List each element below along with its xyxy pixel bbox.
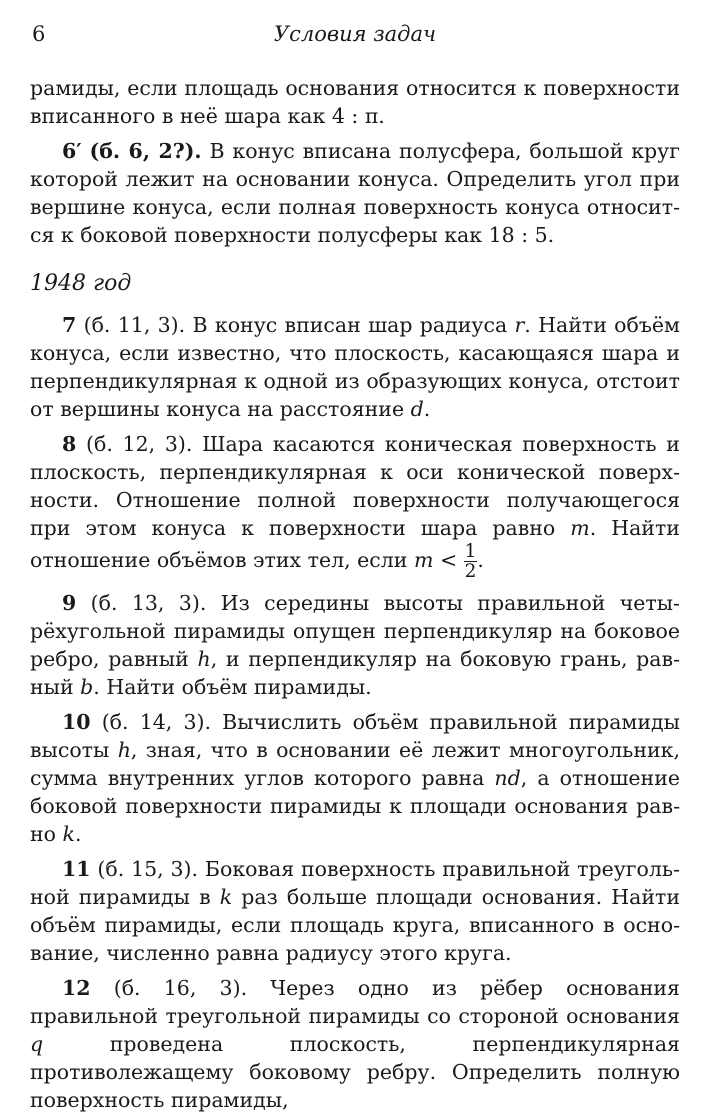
problem-9 <box>30 589 680 701</box>
math-variable: d <box>410 397 424 421</box>
page-body <box>30 74 680 1114</box>
problem-number: 11 <box>62 856 91 881</box>
problem-source: (б. 6, 2?). <box>89 139 202 163</box>
math-variable: m <box>413 548 434 573</box>
fraction-denominator: 2 <box>464 561 477 583</box>
problem-source: (б. 16, 3). <box>113 975 248 1000</box>
problem-number: 8 <box>62 432 77 456</box>
problem-11 <box>30 855 680 967</box>
math-variable: r <box>514 313 525 337</box>
problem-7 <box>30 311 680 423</box>
page-header <box>30 22 680 52</box>
problem-12 <box>30 974 680 1114</box>
problem-text: Шара касаются коническая поверхность и плоскость, перпендикулярная к оси конической поверхности. Отношение полной поверхности получающегося при этом конуса к поверхности шара равно <box>30 432 680 540</box>
math-variable: k <box>219 884 233 909</box>
math-variable: h <box>197 646 211 671</box>
problem-6-prime <box>30 137 680 249</box>
problem-source: (б. 15, 3). <box>97 856 199 881</box>
problem-text: проведена плоскость, перпендикулярная противолежащему боковому ребру. Определить полную поверхность пирамиды, <box>30 1031 680 1112</box>
math-variable: m <box>570 516 590 540</box>
problem-text: . Найти отношение объёмов этих тел, если <box>30 516 680 573</box>
problem-text: Вычислить объём правильной пирамиды высоты <box>30 709 680 762</box>
math-fraction <box>464 542 478 582</box>
running-title: Условия задач <box>273 22 437 46</box>
problem-source: (б. 12, 3). <box>85 432 193 456</box>
problem-number: 9 <box>62 590 77 615</box>
fraction-numerator: 1 <box>464 541 477 562</box>
problem-text: , и перпендикуляр на боковую грань, равный <box>30 646 680 699</box>
problem-text: , а отношение боковой поверхности пирамиды к площади основания равно <box>30 765 680 846</box>
problem-number: 6′ <box>62 139 82 163</box>
intro-text: рамиды, если площадь основания относится к поверхности вписанного в неё шара как 4 : π. <box>30 76 680 128</box>
problem-text: , зная, что в основании её лежит многоугольник, сумма внутренних углов которого равна <box>30 737 680 790</box>
problem-text: . Найти объём конуса, если известно, что плоскость, касающаяся шара и перпендикулярная к одной из образующих конуса, отстоит от вершины конуса на расстояние <box>30 313 680 421</box>
problem-number: 10 <box>62 709 91 734</box>
problem-number: 7 <box>62 313 77 337</box>
problem-text: В конус вписан шар радиуса <box>192 313 515 337</box>
math-variable: k <box>62 821 75 846</box>
problem-text: В конус вписана полусфера, большой круг которой лежит на основании конуса. Определить угол при вершине конуса, если полная поверхность конуса относится к боковой поверхности полусферы как 18 : 5. <box>30 139 680 247</box>
problem-source: (б. 14, 3). <box>101 709 212 734</box>
problem-text: . Найти объём пирамиды. <box>93 674 372 699</box>
problem-text: Через одно из рёбер основания правильной треугольной пирамиды со стороной основания <box>30 975 680 1028</box>
problem-text: . <box>423 397 431 421</box>
math-variable: q <box>30 1031 44 1056</box>
problem-text: Боковая поверхность правильной треугольной пирамиды в <box>30 856 680 909</box>
math-variable: nd <box>494 765 521 790</box>
math-variable: b <box>80 674 94 699</box>
problem-text: . <box>477 548 484 573</box>
intro-paragraph <box>30 74 680 130</box>
problem-text: Из середины высоты правильной четырёхугольной пирамиды опущен перпендикуляр на боковое ребро, равный <box>30 590 680 671</box>
problem-text: раз больше площади основания. Найти объём пирамиды, если площадь круга, вписанного в основание, численно равна радиусу этого круга. <box>30 884 680 965</box>
problem-10 <box>30 708 680 848</box>
section-heading-year: 1948 год <box>30 271 132 296</box>
problem-source: (б. 11, 3). <box>83 313 186 337</box>
problem-number: 12 <box>62 975 91 1000</box>
problem-source: (б. 13, 3). <box>90 590 207 615</box>
problem-8 <box>30 430 680 582</box>
math-variable: h <box>117 737 131 762</box>
problem-text: . <box>74 821 82 846</box>
page-number: 6 <box>32 22 46 46</box>
math-operator: < <box>433 548 464 573</box>
